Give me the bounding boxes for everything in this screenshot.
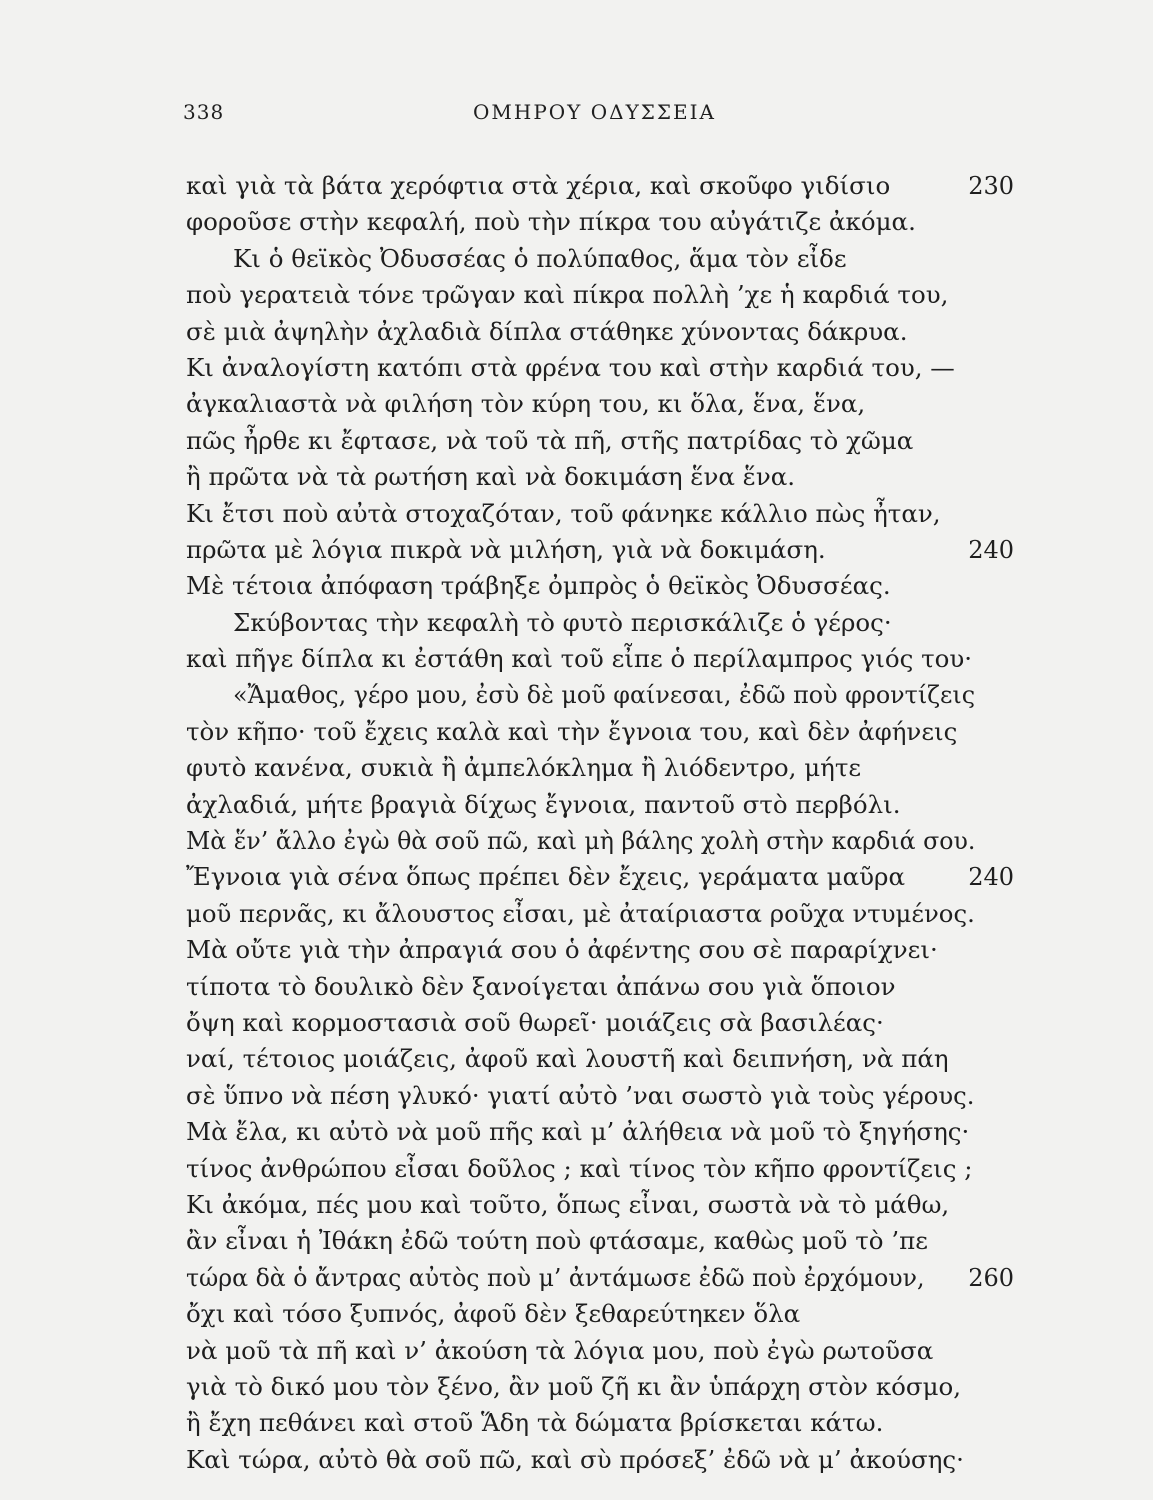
verse-line bbox=[0, 241, 1153, 277]
verse-line bbox=[0, 314, 1153, 350]
verse-line bbox=[0, 459, 1153, 495]
verse-text: πῶς ἦρθε κι ἔφτασε, νὰ τοῦ τὰ πῆ, στῆς πατρίδας τὸ χῶμα bbox=[186, 425, 914, 455]
verse-line bbox=[0, 605, 1153, 641]
verse-line bbox=[0, 1223, 1153, 1259]
verse-text: Κι ὁ θεϊκὸς Ὀδυσσέας ὁ πολύπαθος, ἅμα τὸν εἶδε bbox=[233, 243, 847, 273]
verse-text: ποὺ γερατειὰ τόνε τρῶγαν καὶ πίκρα πολλὴ ’χε ἡ καρδιά του, bbox=[186, 280, 949, 310]
verse-text: Μὰ ἕν’ ἄλλο ἐγὼ θὰ σοῦ πῶ, καὶ μὴ βάλης χολὴ στὴν καρδιά σου. bbox=[186, 826, 976, 856]
page-number: 338 bbox=[183, 100, 225, 124]
verse-text: σὲ ὕπνο νὰ πέση γλυκό· γιατί αὐτὸ ’ναι σωστὸ γιὰ τοὺς γέρους. bbox=[186, 1080, 975, 1110]
verse-line bbox=[0, 568, 1153, 604]
running-title: ΟΜΗΡΟΥ ΟΔΥΣΣΕΙΑ bbox=[473, 100, 716, 124]
verse-line bbox=[0, 750, 1153, 786]
verse-line bbox=[0, 714, 1153, 750]
verse-line bbox=[0, 896, 1153, 932]
verse-text: ἢ πρῶτα νὰ τὰ ρωτήση καὶ νὰ δοκιμάση ἕνα ἕνα. bbox=[186, 462, 796, 492]
verse-text: μοῦ περνᾶς, κι ἄλουστος εἶσαι, μὲ ἀταίριαστα ροῦχα ντυμένος. bbox=[186, 898, 975, 928]
verse-text: γιὰ τὸ δικό μου τὸν ξένο, ἂν μοῦ ζῆ κι ἂν ὑπάρχη στὸν κόσμο, bbox=[186, 1371, 962, 1401]
verse-text: ὄψη καὶ κορμοστασιὰ σοῦ θωρεῖ· μοιάζεις σὰ βασιλέας· bbox=[186, 1007, 884, 1037]
verse-line bbox=[0, 1041, 1153, 1077]
verse-text: Μὲ τέτοια ἀπόφαση τράβηξε ὀμπρὸς ὁ θεϊκὸς Ὀδυσσέας. bbox=[186, 571, 891, 601]
verse-text: φοροῦσε στὴν κεφαλή, ποὺ τὴν πίκρα του αὐγάτιζε ἀκόμα. bbox=[186, 207, 916, 237]
verse-text: νὰ μοῦ τὰ πῆ καὶ ν’ ἀκούση τὰ λόγια μου, ποὺ ἐγὼ ρωτοῦσα bbox=[186, 1335, 934, 1365]
verse-line bbox=[0, 1187, 1153, 1223]
verse-line bbox=[0, 1405, 1153, 1441]
verse-text: Μὰ οὔτε γιὰ τὴν ἀπραγιά σου ὁ ἀφέντης σου σὲ παραρίχνει· bbox=[186, 935, 938, 965]
verse-text: καὶ γιὰ τὰ βάτα χερόφτια στὰ χέρια, καὶ σκοῦφο γιδίσιο bbox=[186, 171, 891, 200]
verse-line bbox=[0, 932, 1153, 968]
verse-line bbox=[0, 969, 1153, 1005]
verse-line bbox=[0, 641, 1153, 677]
verse-line bbox=[0, 787, 1153, 823]
verse-text: ἀγκαλιαστὰ νὰ φιλήση τὸν κύρη του, κι ὅλα, ἕνα, ἕνα, bbox=[186, 389, 866, 419]
verse-line bbox=[0, 1333, 1153, 1369]
page-header bbox=[183, 100, 723, 132]
verse-line bbox=[0, 423, 1153, 459]
verse-text: Σκύβοντας τὴν κεφαλὴ τὸ φυτὸ περισκάλιζε ὁ γέρος· bbox=[233, 607, 892, 637]
verse-text: «Ἄμαθος, γέρο μου, ἐσὺ δὲ μοῦ φαίνεσαι, ἐδῶ ποὺ φροντίζεις bbox=[233, 680, 976, 710]
line-number: 240 bbox=[968, 863, 1014, 892]
verse-text: ἢ ἔχη πεθάνει καὶ στοῦ Ἅδη τὰ δώματα βρίσκεται κάτω. bbox=[186, 1408, 884, 1438]
verse-line bbox=[0, 204, 1153, 240]
verse-text: πρῶτα μὲ λόγια πικρὰ νὰ μιλήση, γιὰ νὰ δοκιμάση. bbox=[186, 534, 826, 564]
verse-text: καὶ πῆγε δίπλα κι ἐστάθη καὶ τοῦ εἶπε ὁ περίλαμπρος γιός του· bbox=[186, 644, 973, 674]
poem-text bbox=[0, 168, 1153, 1478]
verse-line bbox=[0, 677, 1153, 713]
verse-text: ὄχι καὶ τόσο ξυπνός, ἀφοῦ δὲν ξεθαρεύτηκεν ὅλα bbox=[186, 1299, 801, 1329]
verse-text: Κι ἀκόμα, πές μου καὶ τοῦτο, ὅπως εἶναι, σωστὰ νὰ τὸ μάθω, bbox=[186, 1189, 950, 1219]
verse-text: Κι ἀναλογίστη κατόπι στὰ φρένα του καὶ στὴν καρδιά του, — bbox=[186, 352, 955, 382]
verse-text: φυτὸ κανένα, συκιὰ ἢ ἀμπελόκλημα ἢ λιόδεντρο, μήτε bbox=[186, 753, 862, 783]
verse-line bbox=[0, 1296, 1153, 1332]
verse-line bbox=[0, 1151, 1153, 1187]
verse-line bbox=[0, 1442, 1153, 1478]
verse-line bbox=[0, 1260, 1153, 1296]
verse-text: τίνος ἀνθρώπου εἶσαι δοῦλος ; καὶ τίνος τὸν κῆπο φροντίζεις ; bbox=[186, 1153, 973, 1183]
verse-line bbox=[0, 859, 1153, 895]
verse-line bbox=[0, 1369, 1153, 1405]
verse-text: ναί, τέτοιος μοιάζεις, ἀφοῦ καὶ λουστῆ καὶ δειπνήση, νὰ πάη bbox=[186, 1044, 949, 1074]
verse-text: ἀχλαδιά, μήτε βραγιὰ δίχως ἔγνοια, παντοῦ στὸ περβόλι. bbox=[186, 789, 901, 819]
verse-text: τώρα δὰ ὁ ἄντρας αὐτὸς ποὺ μ’ ἀντάμωσε ἐδῶ ποὺ ἐρχόμουν, bbox=[186, 1262, 925, 1292]
verse-text: Ἔγνοια γιὰ σένα ὅπως πρέπει δὲν ἔχεις, γεράματα μαῦρα bbox=[186, 862, 905, 892]
line-number: 260 bbox=[968, 1263, 1014, 1292]
verse-line bbox=[0, 350, 1153, 386]
verse-line bbox=[0, 1114, 1153, 1150]
verse-text: Καὶ τώρα, αὐτὸ θὰ σοῦ πῶ, καὶ σὺ πρόσεξ’ ἐδῶ νὰ μ’ ἀκούσης· bbox=[186, 1444, 964, 1474]
verse-text: ἂν εἶναι ἡ Ἰθάκη ἐδῶ τούτη ποὺ φτάσαμε, καθὼς μοῦ τὸ ’πε bbox=[186, 1226, 928, 1256]
verse-text: Κι ἔτσι ποὺ αὐτὰ στοχαζόταν, τοῦ φάνηκε κάλλιο πὼς ἦταν, bbox=[186, 498, 941, 528]
verse-line bbox=[0, 532, 1153, 568]
line-number: 230 bbox=[968, 172, 1014, 200]
verse-text: Μὰ ἔλα, κι αὐτὸ νὰ μοῦ πῆς καὶ μ’ ἀλήθεια νὰ μοῦ τὸ ξηγήσης· bbox=[186, 1117, 970, 1147]
line-number: 240 bbox=[968, 535, 1014, 564]
verse-line bbox=[0, 1005, 1153, 1041]
verse-line bbox=[0, 386, 1153, 422]
verse-line bbox=[0, 277, 1153, 313]
verse-text: σὲ μιὰ ἀψηλὴν ἀχλαδιὰ δίπλα στάθηκε χύνοντας δάκρυα. bbox=[186, 316, 908, 346]
verse-line bbox=[0, 168, 1153, 204]
verse-text: τὸν κῆπο· τοῦ ἔχεις καλὰ καὶ τὴν ἔγνοια του, καὶ δὲν ἀφήνεις bbox=[186, 716, 958, 746]
verse-line bbox=[0, 823, 1153, 859]
verse-line bbox=[0, 496, 1153, 532]
verse-text: τίποτα τὸ δουλικὸ δὲν ξανοίγεται ἀπάνω σου γιὰ ὅποιον bbox=[186, 971, 896, 1001]
verse-line bbox=[0, 1078, 1153, 1114]
